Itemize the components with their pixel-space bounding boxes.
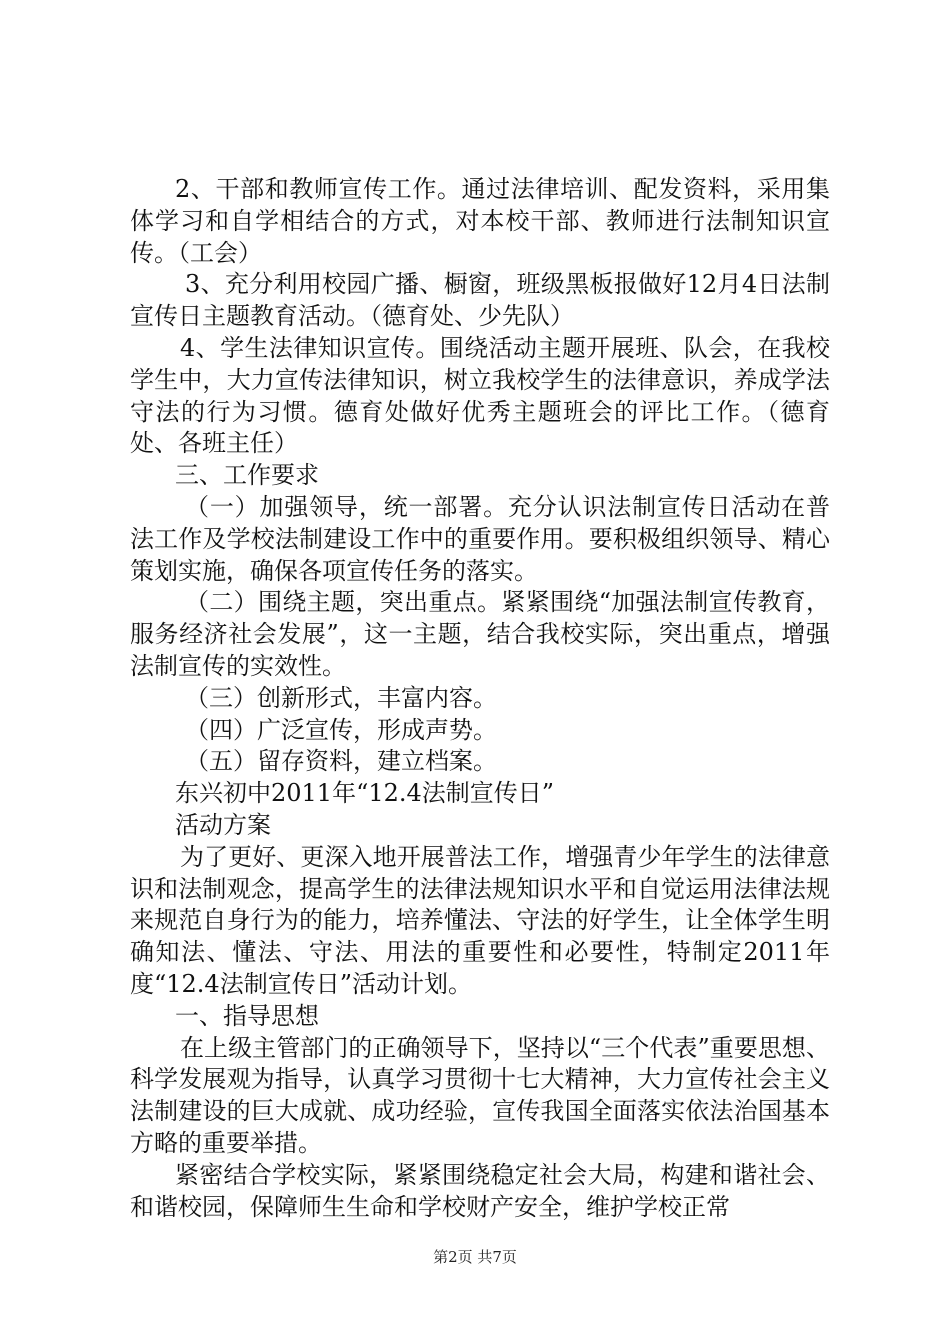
paragraph: 3、充分利用校园广播、橱窗，班级黑板报做好12月4日法制宣传日主题教育活动。（德育处、少先队） <box>130 270 830 331</box>
document-subtitle: 活动方案 <box>175 810 271 839</box>
section-heading: 一、指导思想 <box>175 1001 319 1030</box>
paragraph: （二）围绕主题，突出重点。紧紧围绕“加强法制宣传教育，服务经济社会发展”，这一主题，结合我校实际，突出重点，增强法制宣传的实效性。 <box>130 588 830 680</box>
paragraph: 4、学生法律知识宣传。围绕活动主题开展班、队会，在我校学生中，大力宣传法律知识，树立我校学生的法律意识，养成学法守法的行为习惯。德育处做好优秀主题班会的评比工作。（德育处、各班主任） <box>130 333 830 458</box>
paragraph: 紧密结合学校实际，紧紧围绕稳定社会大局，构建和谐社会、和谐校园，保障师生生命和学校财产安全，维护学校正常 <box>130 1160 830 1221</box>
paragraph: （四）广泛宣传，形成声势。 <box>185 715 497 744</box>
page-indicator: 第2页 共7页 <box>433 1248 517 1266</box>
paragraph: （三）创新形式，丰富内容。 <box>185 683 497 712</box>
document-title: 东兴初中2011年“12.4法制宣传日” <box>175 779 555 808</box>
paragraph: 为了更好、更深入地开展普法工作，增强青少年学生的法律意识和法制观念，提高学生的法律法规知识水平和自觉运用法律法规来规范自身行为的能力，培养懂法、守法的好学生，让全体学生明确知法、懂法、守法、用法的重要性和必要性，特制定2011年度“12.4法制宣传日”活动计划。 <box>130 842 830 998</box>
section-heading: 三、工作要求 <box>175 461 319 490</box>
paragraph: 2、干部和教师宣传工作。通过法律培训、配发资料，采用集体学习和自学相结合的方式，对本校干部、教师进行法制知识宣传。（工会） <box>130 175 830 267</box>
paragraph: （一）加强领导，统一部署。充分认识法制宣传日活动在普法工作及学校法制建设工作中的重要作用。要积极组织领导、精心策划实施，确保各项宣传任务的落实。 <box>130 492 830 585</box>
paragraph: （五）留存资料，建立档案。 <box>185 747 497 776</box>
page-footer <box>0 1246 950 1267</box>
document-body <box>130 174 830 1223</box>
paragraph: 在上级主管部门的正确领导下，坚持以“三个代表”重要思想、科学发展观为指导，认真学习贯彻十七大精神，大力宣传社会主义法制建设的巨大成就、成功经验，宣传我国全面落实依法治国基本方略的重要举措。 <box>130 1033 830 1157</box>
